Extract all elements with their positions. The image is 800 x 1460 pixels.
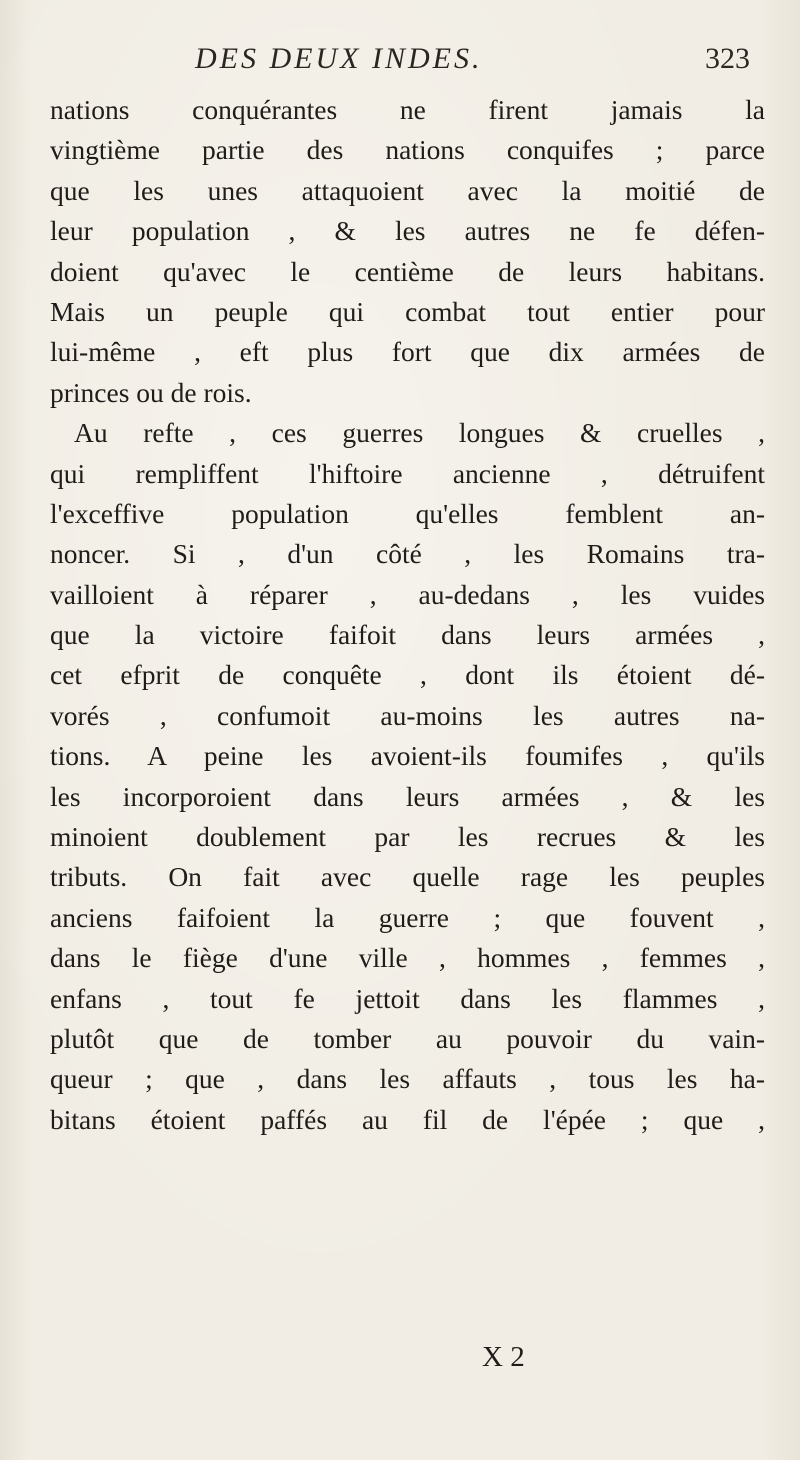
text-line: plutôt que de tomber au pouvoir du vain- — [50, 1022, 765, 1054]
page-header — [195, 42, 760, 82]
text-line: dans le fiège d'une ville , hommes , femmes , — [50, 942, 765, 974]
text-line: lui-même , eft plus fort que dix armées de — [50, 336, 765, 368]
text-line: tributs. On fait avec quelle rage les peuples — [50, 861, 765, 893]
text-line: anciens faifoient la guerre ; que fouvent , — [50, 901, 765, 933]
text-line: cet efprit de conquête , dont ils étoient dé- — [50, 659, 765, 691]
text-line: Au refte , ces guerres longues & cruelles , — [74, 417, 765, 449]
text-line: l'exceffive population qu'elles femblent an- — [50, 497, 765, 529]
page-number: 323 — [705, 42, 750, 75]
text-line: Mais un peuple qui combat tout entier pour — [50, 295, 765, 327]
signature-mark: X 2 — [482, 1341, 525, 1373]
text-line: minoient doublement par les recrues & les — [50, 821, 765, 853]
text-line: vailloient à réparer , au-dedans , les vuides — [50, 578, 765, 610]
text-line: princes ou de rois. — [50, 376, 252, 408]
text-line: queur ; que , dans les affauts , tous les ha- — [50, 1063, 765, 1095]
text-line: vorés , confumoit au-moins les autres na- — [50, 699, 765, 731]
text-line: nations conquérantes ne firent jamais la — [50, 94, 765, 125]
text-line: les incorporoient dans leurs armées , & les — [50, 780, 765, 812]
text-line: que les unes attaquoient avec la moitié de — [50, 174, 765, 206]
text-line: qui rempliffent l'hiftoire ancienne , détruifent — [50, 457, 765, 489]
text-line: bitans étoient paffés au fil de l'épée ; que , — [50, 1103, 765, 1135]
body-text — [50, 90, 765, 1140]
text-line: doient qu'avec le centième de leurs habitans. — [50, 255, 765, 287]
text-line: enfans , tout fe jettoit dans les flammes , — [50, 982, 765, 1014]
text-line: tions. A peine les avoient-ils foumifes , qu'ils — [50, 740, 765, 772]
text-line: vingtième partie des nations conquifes ; parce — [50, 134, 765, 166]
text-line: noncer. Si , d'un côté , les Romains tra- — [50, 538, 765, 570]
running-head: DES DEUX INDES. — [195, 42, 483, 75]
text-line: que la victoire faifoit dans leurs armées , — [50, 619, 765, 651]
text-line: leur population , & les autres ne fe défen- — [50, 215, 765, 247]
